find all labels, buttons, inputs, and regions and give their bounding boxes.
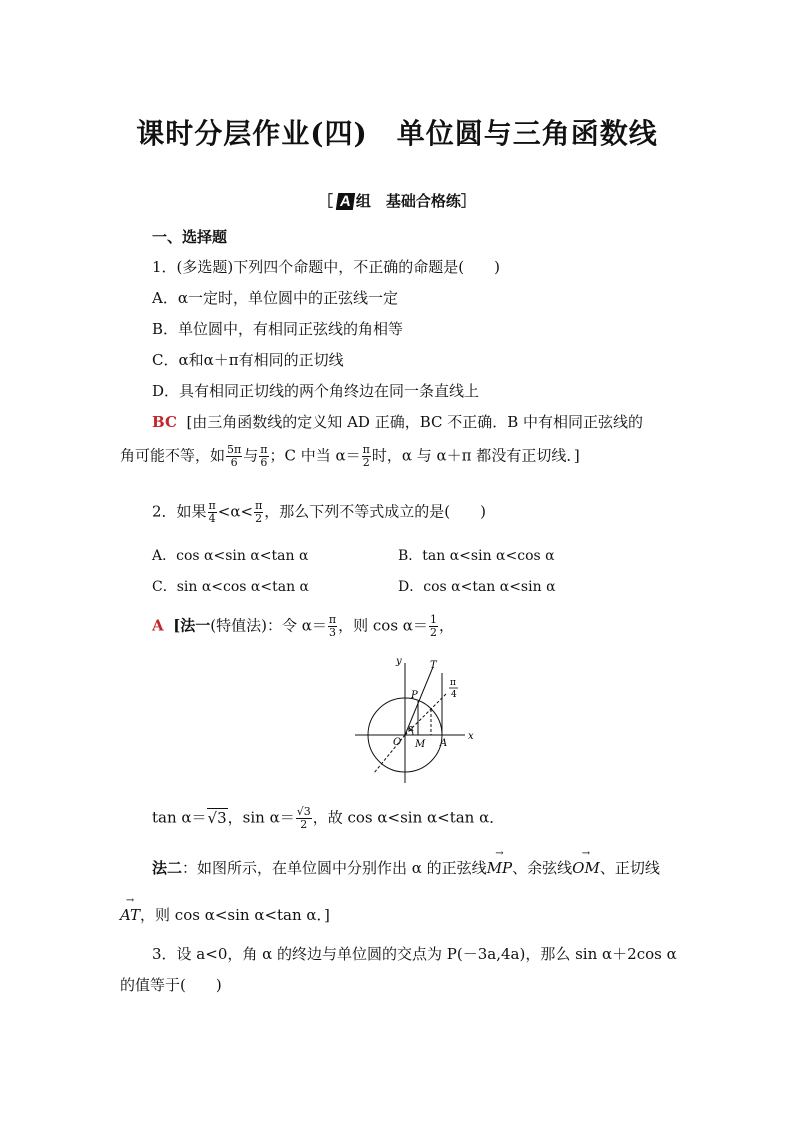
sqrt3-denominator: 2 — [300, 818, 308, 831]
q2-method1-line2 — [152, 806, 504, 831]
q1-expl-text2b: 与 — [243, 446, 259, 465]
q2-line2-b: ，sin α＝ — [227, 808, 295, 827]
sqrt-3: √3 — [207, 808, 227, 827]
bracket-left: ［ — [318, 192, 334, 210]
q1-expl-text2d: 时，α 与 α＋π 都没有正切线．] — [371, 446, 580, 465]
sqrt-3-value: 3 — [217, 808, 227, 827]
q2-method2-c: 、正切线 — [599, 859, 660, 877]
label-O: O — [393, 737, 402, 748]
fraction-1-2: $\frac{1}{2}$ — [429, 613, 437, 639]
q2-method1-label: [法一 — [173, 616, 211, 635]
q2-answer: A — [152, 616, 164, 635]
label-P: P — [411, 690, 418, 701]
label-four: 4 — [451, 690, 457, 700]
q1-expl-text1: [由三角函数线的定义知 AD 正确，BC 不正确．B 中有相同正弦线的 — [186, 413, 644, 431]
label-alpha: α — [408, 724, 415, 734]
q1-stem: 1．(多选题)下列四个命题中，不正确的命题是( ) — [152, 258, 500, 276]
section-label: 组 基础合格练 — [355, 192, 461, 210]
q2-method1-b: ，则 cos α＝ — [338, 616, 428, 635]
q2-method1-a: (特值法)：令 α＝ — [210, 616, 327, 635]
label-y: y — [396, 656, 402, 667]
unit-circle-figure — [350, 655, 480, 785]
q1-option-a: A．α一定时，单位圆中的正弦线一定 — [152, 289, 398, 307]
q1-option-d: D．具有相同正切线的两个角终边在同一条直线上 — [152, 382, 480, 400]
q2-stem-a: 2．如果 — [152, 502, 207, 521]
fraction-pi-4: $\frac{\pi}{4}$ — [208, 499, 216, 525]
label-A: A — [440, 738, 448, 749]
q2-option-d: D．cos α<tan α<sin α — [398, 579, 556, 595]
q2-option-c: C．sin α<cos α<tan α — [152, 579, 310, 595]
q1-explanation-line1 — [152, 411, 643, 432]
label-x: x — [468, 731, 474, 742]
part-heading: 一、选择题 — [152, 228, 228, 246]
q3-stem-line1: 3．设 a<0，角 α 的终边与单位圆的交点为 P(－3a,4a)，那么 sin α＋2cos α — [152, 945, 677, 963]
q2-method1 — [152, 614, 454, 639]
q1-explanation-line2 — [120, 444, 580, 469]
q2-line2-c: ，故 cos α<sin α<tan α． — [312, 808, 505, 827]
vector-mp: → MP — [487, 859, 512, 877]
sqrt3-num-value: 3 — [303, 805, 311, 818]
q3-stem-line2: 的值等于( ) — [120, 976, 222, 994]
q2-line2-a: tan α＝ — [152, 808, 207, 827]
q2-method1-c: ， — [438, 616, 454, 635]
vector-at: → AT — [120, 906, 140, 924]
q1-option-b: B．单位圆中，有相同正弦线的角相等 — [152, 320, 404, 338]
q1-answer: BC — [152, 413, 177, 431]
q2-stem-c: ，那么下列不等式成立的是( ) — [264, 502, 487, 521]
q2-method2-label: 法二 — [152, 859, 183, 877]
vector-om: → OM — [572, 859, 600, 877]
q1-expl-text2c: ；C 中当 α＝ — [269, 446, 361, 465]
sqrt3-numerator: √3 — [296, 805, 311, 818]
fraction-pi-2: $\frac{\pi}{2}$ — [362, 443, 370, 469]
bracket-right: ］ — [460, 192, 476, 210]
q2-method2-line2 — [120, 904, 330, 925]
group-badge: A — [336, 193, 355, 210]
fraction-pi-3: $\frac{\pi}{3}$ — [328, 613, 337, 639]
q2-method2-b: 、余弦线 — [512, 859, 573, 877]
fraction-pi-2b: $\frac{\pi}{2}$ — [255, 499, 263, 525]
page-title: 课时分层作业(四) 单位圆与三角函数线 — [136, 117, 658, 150]
q2-method2-a: ：如图所示，在单位圆中分别作出 α 的正弦线 — [182, 859, 487, 877]
label-pi: π — [450, 678, 456, 688]
q2-option-a: A．cos α<sin α<tan α — [152, 548, 309, 564]
q2-stem-b: <α< — [217, 502, 254, 521]
fraction-5pi-6: $\frac{5\pi}{6}$ — [227, 443, 242, 469]
q1-option-c: C．α和α＋π有相同的正切线 — [152, 351, 344, 369]
label-M: M — [415, 739, 426, 750]
q2-method2-d: ，则 cos α<sin α<tan α．] — [140, 906, 330, 924]
q2-method2-line1 — [152, 857, 660, 878]
fraction-sqrt3-2 — [296, 806, 312, 831]
section-header — [0, 190, 794, 211]
fraction-pi-6: $\frac{\pi}{6}$ — [260, 443, 268, 469]
label-T: T — [430, 660, 437, 671]
q2-option-b: B．tan α<sin α<cos α — [398, 548, 555, 564]
q1-expl-text2a: 角可能不等，如 — [120, 446, 226, 465]
q2-stem — [152, 500, 486, 525]
